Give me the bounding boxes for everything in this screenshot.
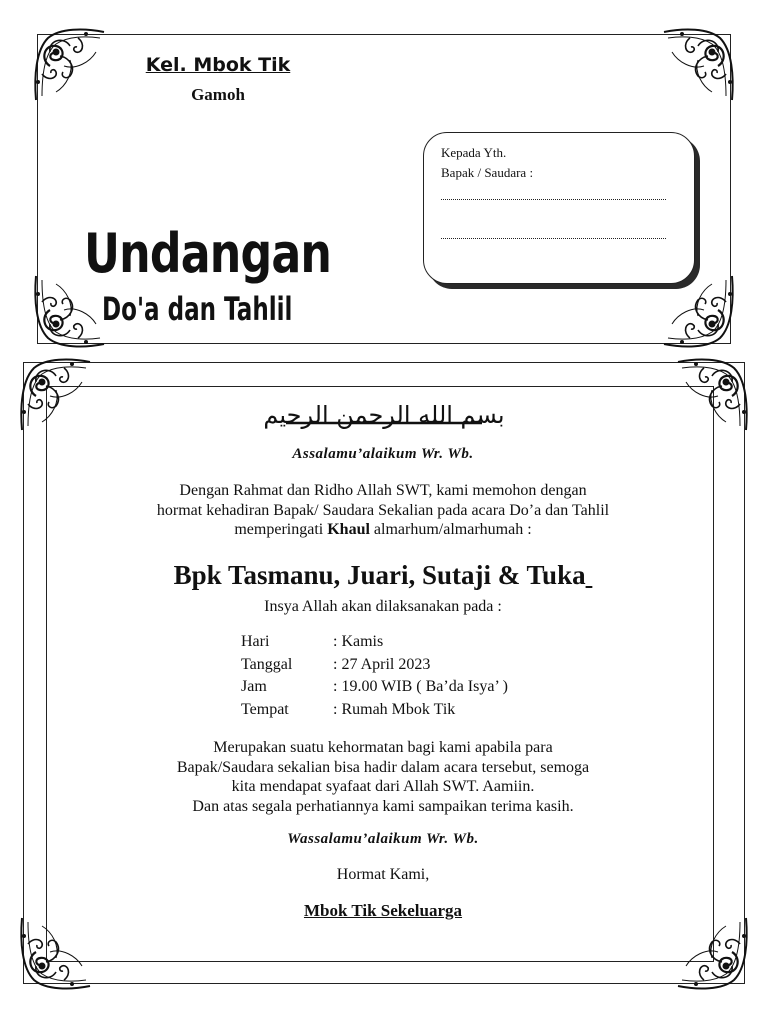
event-intro: Insya Allah akan dilaksanakan pada : xyxy=(264,598,502,615)
corner-ornament-icon xyxy=(658,270,738,350)
paragraph-line: hormat kehadiran Bapak/ Saudara Sekalian pada acara Do’a dan Tahlil xyxy=(156,501,610,519)
detail-row xyxy=(241,654,508,677)
detail-row xyxy=(241,699,508,722)
corner-ornament-icon xyxy=(30,270,110,350)
corner-ornament-icon xyxy=(658,26,738,106)
paragraph-text: almarhum/almarhumah : xyxy=(369,521,532,538)
paragraph-line xyxy=(60,520,706,540)
paragraph-line: Dengan Rahmat dan Ridho Allah SWT, kami memohon dengan xyxy=(179,482,587,499)
paragraph-line: Merupakan suatu kehormatan bagi kami apabila para xyxy=(213,739,553,756)
detail-label: Tanggal xyxy=(241,655,293,673)
corner-ornament-icon xyxy=(16,356,96,436)
closing-paragraph xyxy=(60,738,706,816)
greeting: Assalamu’alaikum Wr. Wb. xyxy=(292,446,474,462)
corner-ornament-icon xyxy=(16,912,96,992)
corner-ornament-icon xyxy=(672,356,752,436)
detail-row xyxy=(241,676,508,699)
corner-ornament-icon xyxy=(672,912,752,992)
paragraph-text: memperingati xyxy=(234,521,328,538)
envelope-title: Undangan xyxy=(84,222,332,285)
recipient-line-1: Kepada Yth. xyxy=(441,145,507,160)
event-details xyxy=(241,631,508,722)
basmala-text: بسم الله الرحمن الرحيم xyxy=(263,401,505,429)
sender-name: Kel. Mbok Tik xyxy=(145,54,291,76)
detail-value: : Kamis xyxy=(333,633,384,650)
basmala-calligraphy xyxy=(246,393,522,441)
regards: Hormat Kami, xyxy=(336,866,430,883)
detail-value: : Rumah Mbok Tik xyxy=(333,701,456,719)
detail-label: Jam xyxy=(241,678,267,696)
paragraph-line: Dan atas segala perhatiannya kami sampaikan terima kasih. xyxy=(192,797,574,815)
closing-greeting: Wassalamu’alaikum Wr. Wb. xyxy=(287,831,479,847)
envelope-subtitle: Do'a dan Tahlil xyxy=(102,290,293,328)
recipient-line-2: Bapak / Saudara : xyxy=(441,165,534,180)
khaul-bold: Khaul xyxy=(327,521,370,538)
sender-place: Gamoh xyxy=(191,85,245,104)
detail-label: Hari xyxy=(241,633,270,650)
paragraph-line: kita mendapat syafaat dari Allah SWT. Aamiin. xyxy=(231,778,535,795)
invitation-paragraph xyxy=(60,481,706,540)
detail-value: : 19.00 WIB ( Ba’da Isya’ ) xyxy=(333,678,508,696)
detail-row xyxy=(241,631,508,654)
recipient-dotted-line-1 xyxy=(441,199,666,200)
recipient-dotted-line-2 xyxy=(441,238,666,239)
signature: Mbok Tik Sekeluarga xyxy=(303,901,463,920)
detail-label: Tempat xyxy=(241,701,289,719)
detail-value: : 27 April 2023 xyxy=(333,655,431,673)
names-text: Bpk Tasmanu, Juari, Sutaji & Tuka xyxy=(173,560,586,590)
paragraph-line: Bapak/Saudara sekalian bisa hadir dalam acara tersebut, semoga xyxy=(176,758,590,776)
corner-ornament-icon xyxy=(30,26,110,106)
deceased-names xyxy=(60,560,706,591)
